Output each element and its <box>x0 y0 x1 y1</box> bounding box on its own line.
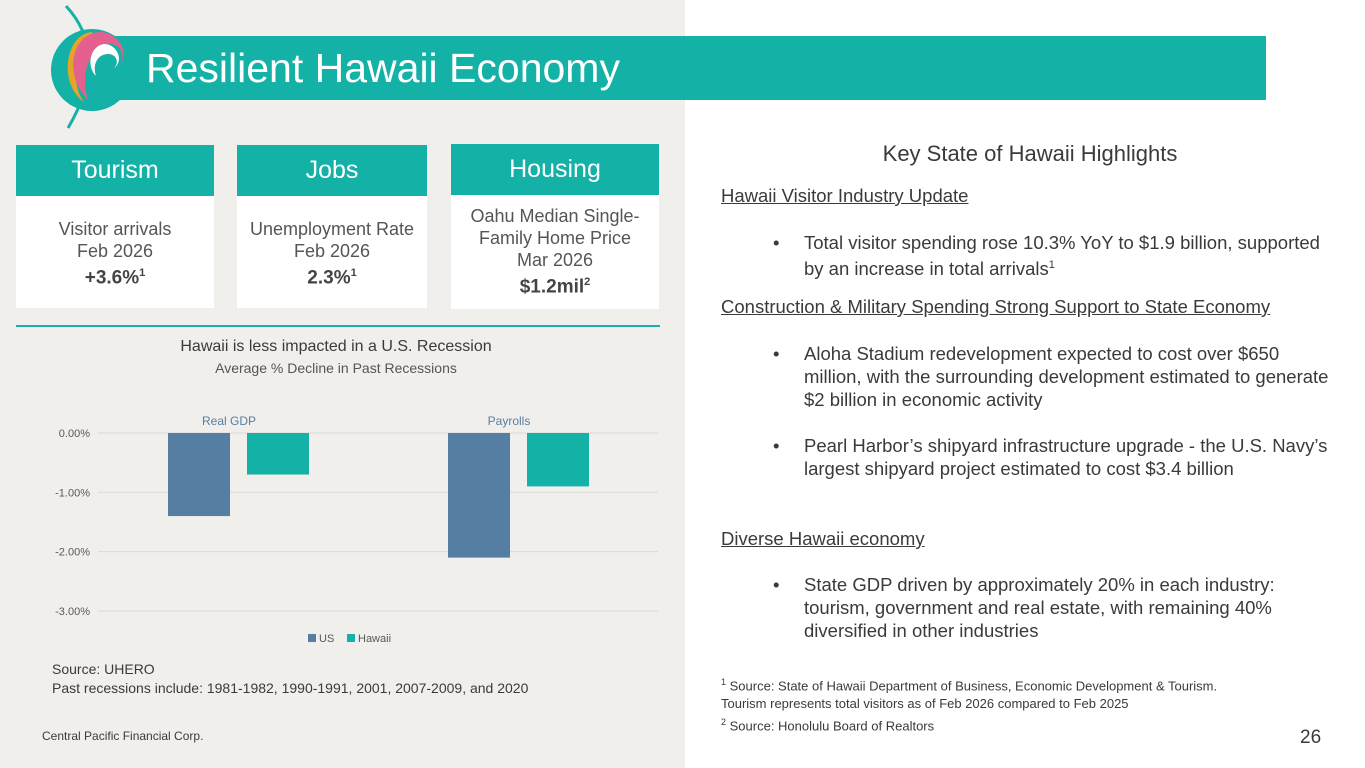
tourism-value: +3.6% <box>84 267 140 289</box>
legend-swatch <box>308 634 316 642</box>
legend-label: Hawaii <box>358 633 392 645</box>
chart-source <box>52 660 528 698</box>
housing-card <box>451 144 659 309</box>
tourism-footnote-ref: 1 <box>139 267 146 279</box>
legend-swatch <box>347 634 355 642</box>
y-tick-label: -1.00% <box>55 487 90 500</box>
housing-label-1: Oahu Median Single- <box>470 206 640 226</box>
y-tick-label: -2.00% <box>55 546 90 559</box>
page-number: 26 <box>1300 727 1322 748</box>
bullet-text: Pearl Harbor’s shipyard infrastructure upgrade - the U.S. Navy’s largest shipyard project estimated to cost $3.4 billion <box>804 435 1328 479</box>
bullet-dot: • <box>773 574 780 595</box>
y-tick-label: 0.00% <box>58 428 90 440</box>
section-visitor-heading: Hawaii Visitor Industry Update <box>721 185 969 206</box>
bullet-dot: • <box>773 232 780 253</box>
bullet-dot: • <box>773 435 780 456</box>
housing-card-title: Housing <box>451 144 659 195</box>
category-label: Payrolls <box>487 414 531 428</box>
footnote-2-text: Source: Honolulu Board of Realtors <box>726 718 935 734</box>
jobs-card <box>237 145 427 308</box>
housing-label-2: Family Home Price <box>478 228 632 248</box>
company-logo <box>40 4 150 130</box>
category-label: Real GDP <box>201 414 257 428</box>
housing-date: Mar 2026 <box>516 250 594 270</box>
footnote-1-marker: 1 <box>721 677 727 687</box>
tourism-label: Visitor arrivals <box>58 219 172 239</box>
section-divider <box>16 325 660 327</box>
housing-value: $1.2mil <box>519 276 585 298</box>
page-title: Resilient Hawaii Economy <box>146 45 620 91</box>
bullet-text: State GDP driven by approximately 20% in each industry: tourism, government and real estate, with remaining 40% diversified in other industries <box>804 574 1275 641</box>
bullet-text: Aloha Stadium redevelopment expected to cost over $650 million, with the surrounding development estimated to generate $2 billion in economic activity <box>804 343 1329 410</box>
jobs-card-title: Jobs <box>237 145 427 196</box>
legend-label: US <box>319 633 335 645</box>
footnote-ref: 1 <box>1048 259 1055 271</box>
jobs-label: Unemployment Rate <box>249 219 415 239</box>
jobs-footnote-ref: 1 <box>350 267 357 279</box>
y-tick-label: -3.00% <box>55 606 90 618</box>
bar-us-payrolls <box>448 433 510 558</box>
jobs-value: 2.3% <box>307 267 351 289</box>
highlights-title: Key State of Hawaii Highlights <box>882 141 1178 166</box>
bar-hawaii-real-gdp <box>247 433 309 475</box>
source-line: Source: UHERO <box>52 661 155 677</box>
chart-title: Hawaii is less impacted in a U.S. Recession <box>180 338 492 355</box>
footnotes <box>721 673 1217 736</box>
tourism-card-title: Tourism <box>16 145 214 196</box>
footnote-1-continued: Tourism represents total visitors as of Feb 2026 compared to Feb 2025 <box>721 696 1129 712</box>
recessions-note: Past recessions include: 1981-1982, 1990-1991, 2001, 2007-2009, and 2020 <box>52 680 529 696</box>
chart-subtitle: Average % Decline in Past Recessions <box>215 360 457 376</box>
tourism-date: Feb 2026 <box>76 241 154 261</box>
company-name: Central Pacific Financial Corp. <box>42 729 204 743</box>
housing-footnote-ref: 2 <box>584 276 591 288</box>
footnote-2-marker: 2 <box>721 717 727 728</box>
jobs-date: Feb 2026 <box>293 241 371 261</box>
bar-hawaii-payrolls <box>527 433 589 486</box>
bullet-text: Total visitor spending rose 10.3% YoY to $1.9 billion, supported by an increase in total arrivals <box>804 232 1320 280</box>
bullet-dot: • <box>773 343 780 364</box>
bar-us-real-gdp <box>168 433 230 516</box>
footnote-1-text: Source: State of Hawaii Department of Business, Economic Development & Tourism. <box>726 678 1218 694</box>
tourism-card <box>16 145 214 308</box>
section-construction-heading: Construction & Military Spending Strong Support to State Economy <box>721 296 1271 317</box>
recession-bar-chart <box>40 400 670 655</box>
section-diverse-heading: Diverse Hawaii economy <box>721 528 925 549</box>
